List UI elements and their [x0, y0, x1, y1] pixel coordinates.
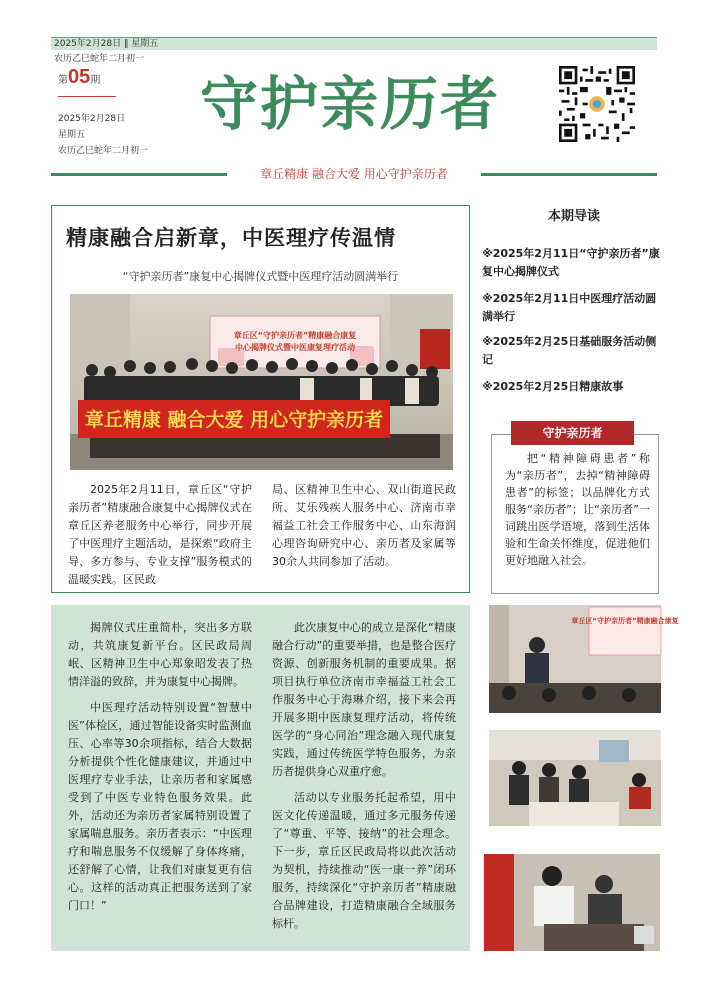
slogan-rule-left — [51, 173, 227, 176]
event-photo-therapy — [489, 730, 661, 826]
lead-column-1: 2025年2月11日，章丘区“守护亲历者”精康融合康复中心揭牌仪式在章丘区养老服务中心举行，同步开展了中医理疗主题活动，是探索“政府主导、多方参与、专业支撑”服务模式的温暖实践。区民政 — [68, 483, 252, 586]
concept-text: 把“精神障碍患者”称为“亲历者”，去掉“精神障碍患者”的标签；以品牌化方式服务“亲历者”；让“亲历者”一词跳出医学语境，落到生活体验和生命关怀维度，促进他们更好地融入社会。 — [505, 452, 650, 567]
top-lunar-date: 农历乙巳蛇年二月初一 — [54, 54, 145, 64]
issue-divider — [58, 96, 116, 97]
issue-prefix: 第 — [58, 75, 68, 86]
issue-suffix: 期 — [90, 75, 101, 86]
date: 2025年2月28日 — [58, 114, 126, 124]
photo-banner-text: 章丘精康 融合大爱 用心守护亲历者 — [84, 409, 384, 431]
article-headline: 精康融合启新章，中医理疗传温情 — [66, 226, 396, 250]
issue-value: 05 — [68, 66, 91, 88]
top-date-bar: 2025年2月28日 ‖ 星期五 — [51, 37, 657, 50]
lunar-date: 农历乙巳蛇年二月初一 — [58, 146, 149, 156]
ceremony-group-photo — [70, 294, 453, 470]
masthead-title: 守护亲历者 — [199, 70, 500, 138]
article-subtitle: “守护亲历者”康复中心揭牌仪式暨中医理疗活动圆满举行 — [122, 270, 399, 283]
guide-item-1[interactable]: ※2025年2月11日“守护亲历者”康复中心揭牌仪式 — [482, 247, 660, 278]
slogan-rule-right — [481, 173, 657, 176]
photo-caption-text: 章丘区“守护亲历者”精康融合康复 — [571, 617, 679, 625]
qr-code — [559, 66, 635, 142]
issue-number — [58, 66, 100, 89]
body-col1-paragraph-1: 揭牌仪式庄重简朴，突出多方联动，共筑康复新平台。区民政局周岷、区精神卫生中心郑象昭发表了热情洋溢的致辞，并为康复中心揭牌。 — [68, 621, 252, 688]
event-photo-speaker — [489, 605, 679, 713]
lead-column-2: 局、区精神卫生中心、双山街道民政所、艾乐残疾人服务中心、济南市幸福益工社会工作服务中心、山东海润心理咨询研究中心、亲历者及家属等30余人共同参加了活动。 — [272, 483, 456, 568]
photo-screen-line-2: 中心揭牌仪式暨中医康复理疗活动 — [235, 343, 355, 352]
body-column-2 — [272, 619, 456, 933]
body-column-1 — [68, 619, 252, 915]
guide-title: 本期导读 — [547, 209, 600, 224]
weekday: 星期五 — [58, 130, 86, 140]
body-col1-paragraph-2: 中医理疗活动特别设置“智慧中医”体检区，通过智能设备实时监测血压、心率等30余项指标，结合大数据分析提供个性化健康建议，并通过中医理疗专业手法，让亲历者和家属感受到了中医专业特色服务效果。此外，活动还为亲历者家属特别设置了家属喘息服务。亲历者表示：“中医理疗和喘息服务不仅缓解了身体疼痛，还舒解了心情，让我们对康复更有信心。这样的活动真正把服务送到了家门口！” — [68, 701, 252, 912]
body-col2-paragraph-2: 活动以专业服务托起希望，用中医文化传递温暖，通过多元服务传递了“尊重、平等、接纳”的社会理念。下一步，章丘区民政局将以此次活动为契机，持续推动“医一康一养”闭环服务，持续深化“守护亲历者”精康融合品牌建设，打造精康融合全域服务标杆。 — [272, 791, 456, 930]
body-col2-paragraph-1: 此次康复中心的成立是深化“精康融合行动”的重要举措，也是整合医疗资源、创新服务机制的重要成果。据项目执行单位济南市幸福益工社会工作服务中心于海琳介绍，接下来会再开展多期中医康复理疗活动，将传统医学的“身心同治”理念融入现代康复实践，通过传统医学特色服务，为亲历者提供身心双重疗愈。 — [272, 621, 456, 778]
slogan: 章丘精康 融合大爱 用心守护亲历者 — [229, 165, 479, 183]
concept-tag: 守护亲历者 — [511, 421, 634, 445]
date-block — [58, 111, 148, 159]
guide-item-2[interactable]: ※2025年2月11日中医理疗活动圆满举行 — [482, 292, 657, 323]
guide-item-3[interactable]: ※2025年2月25日基础服务活动侧记 — [482, 335, 657, 366]
photo-screen-line-1: 章丘区“守护亲历者”精康融合康复 — [233, 331, 357, 340]
guide-item-4[interactable]: ※2025年2月25日精康故事 — [482, 380, 624, 393]
event-photo-checkup — [484, 854, 660, 951]
